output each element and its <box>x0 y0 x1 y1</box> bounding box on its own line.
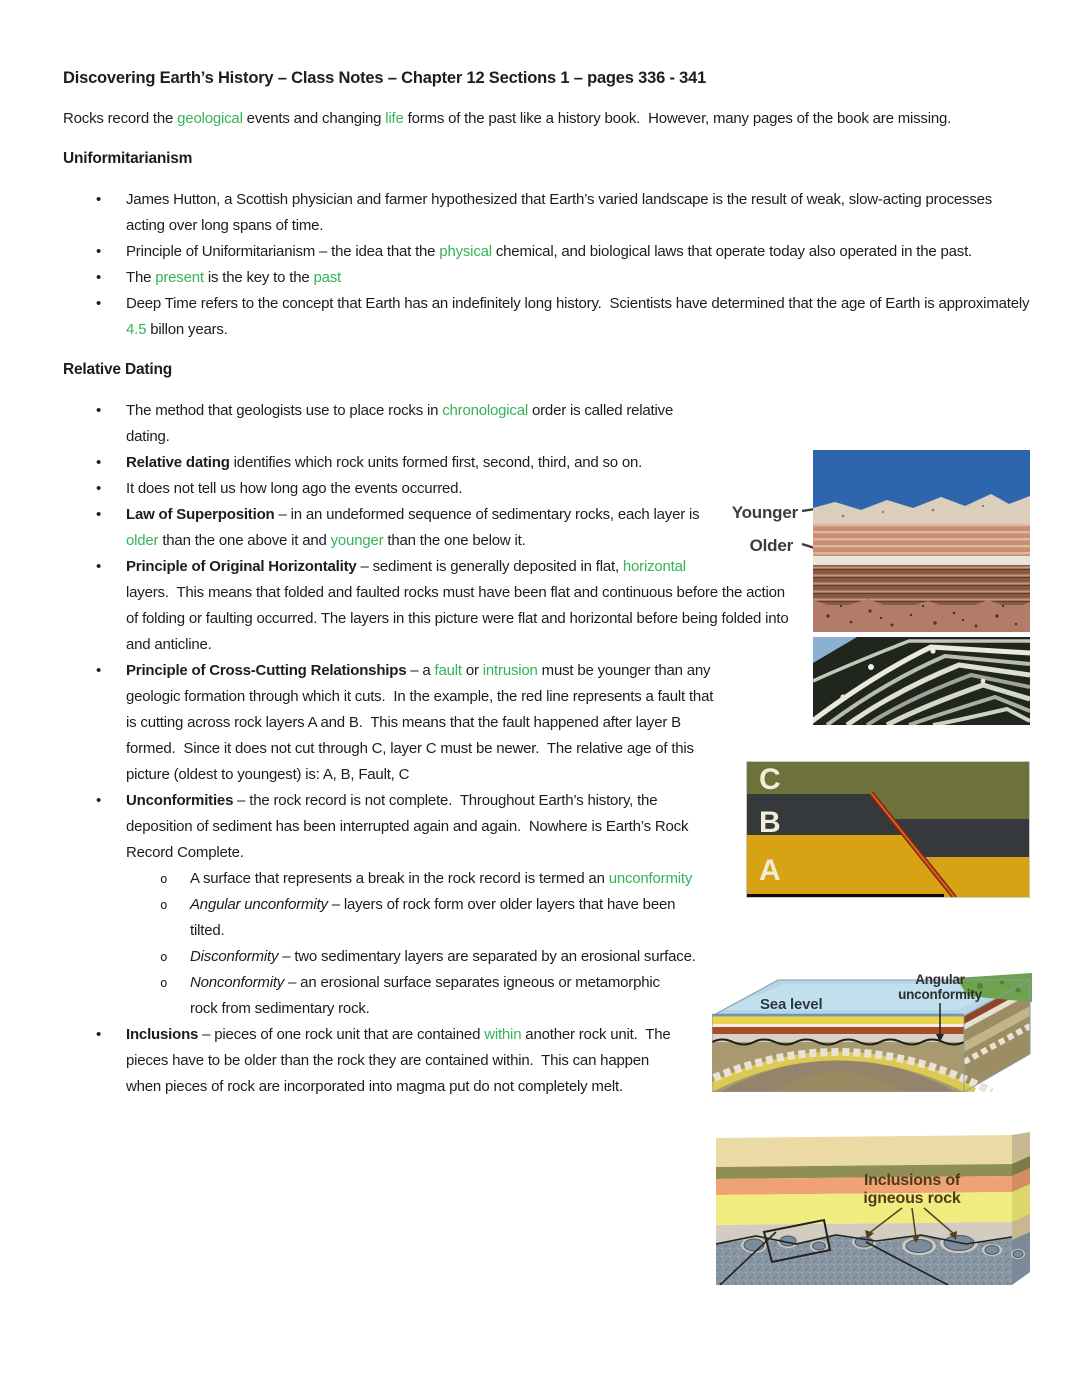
text-segment: horizontal <box>622 558 686 575</box>
text-segment: another rock unit. The pieces have to be older than the rock they are contained within. This can happen when pieces of rock are incorporated into magma put do not completely melt. <box>126 1026 675 1095</box>
text-segment: life <box>385 110 404 127</box>
strata-photo-image <box>700 450 1030 632</box>
text-segment: Principle of Uniformitarianism – the idea that the <box>126 243 440 260</box>
strata-photo-figure <box>700 450 1030 632</box>
inclusions-label-line2: igneous rock <box>863 1190 961 1207</box>
bullet-method <box>63 398 1030 450</box>
text-segment: – layers of rock form over older layers that have been tilted. <box>190 896 680 939</box>
subbullet-angular-unconformity <box>63 892 1030 944</box>
text-segment: younger <box>330 532 384 549</box>
text-segment: Law of Superposition <box>126 506 275 523</box>
text-segment: layers. This means that folded and faulted rocks must have been flat and continuous before the action of folding or faulting occurred. The layers in this picture were flat and horizontal before being folded into and anticline. <box>126 558 793 653</box>
text-segment: physical <box>439 243 492 260</box>
text-segment: intrusion <box>482 662 538 679</box>
inclusions-diagram-image <box>716 1132 1030 1285</box>
text-segment: – in an undeformed sequence of sedimentary rocks, each layer is <box>274 506 704 523</box>
text-segment: The method that geologists use to place rocks in <box>126 402 443 419</box>
text-segment: billon years. <box>146 321 228 338</box>
text-segment: present <box>155 269 204 286</box>
text-segment: within <box>484 1026 522 1043</box>
text-segment: past <box>313 269 342 286</box>
text-segment: It does not tell us how long ago the events occurred. <box>126 480 463 497</box>
text-segment: chemical, and biological laws that operate today also operated in the past. <box>491 243 972 260</box>
angular-unconformity-label-line2: unconformity <box>898 987 982 1002</box>
text-segment: chronological <box>442 402 529 419</box>
angular-unconformity-image <box>712 958 1032 1092</box>
sea-level-label: Sea level <box>760 996 823 1013</box>
page-title: Discovering Earth’s History – Class Notes – Chapter 12 Sections 1 – pages 336 - 341 <box>63 69 707 87</box>
bullet-principle-uniformitarianism <box>63 239 1030 265</box>
bullet-present-key <box>63 265 1030 291</box>
folded-rocks-image <box>813 637 1030 725</box>
text-segment: – sediment is generally deposited in flat, <box>356 558 623 575</box>
text-segment: Deep Time refers to the concept that Earth has an indefinitely long history. Scientists have determined that the age of Earth is approximately <box>126 295 1034 312</box>
inclusions-diagram <box>716 1132 1030 1285</box>
text-segment: James Hutton, a Scottish physician and farmer hypothesized that Earth’s varied landscape is the result of weak, slow-acting processes acting over long spans of time. <box>126 191 997 234</box>
intro-paragraph <box>63 106 1030 132</box>
text-segment: Relative dating <box>126 454 230 471</box>
text-segment: Rocks record the <box>63 110 178 127</box>
text-segment: older <box>126 532 159 549</box>
text-segment: – the rock record is not complete. Throughout Earth’s history, the deposition of sediment has <box>126 792 662 835</box>
text-segment: than the one above it and <box>158 532 331 549</box>
fault-diagram-image <box>746 761 1030 898</box>
text-segment: – two sedimentary layers are separated by an erosional surface. <box>278 948 696 965</box>
text-segment: Disconformity <box>190 948 279 965</box>
text-segment: identifies which rock units formed first, second, third, and so on. <box>229 454 643 471</box>
layer-b-label: B <box>759 806 781 839</box>
text-segment: order is called relative dating. <box>126 402 678 445</box>
canyon-strata-photo <box>813 450 1030 632</box>
text-segment: Nonconformity <box>190 974 285 991</box>
text-segment: Principle of Original Horizontality <box>126 558 357 575</box>
text-segment: Inclusions <box>126 1026 199 1043</box>
fault-diagram <box>746 761 1030 898</box>
text-segment: Unconformities <box>126 792 234 809</box>
uniformitarianism-bullet-list <box>63 187 1034 343</box>
bullet-deep-time <box>63 291 1034 343</box>
text-segment: – pieces of one rock unit that are contained <box>198 1026 485 1043</box>
younger-label: Younger <box>731 503 798 522</box>
text-segment: than the one below it. <box>383 532 526 549</box>
text-segment: – a <box>406 662 435 679</box>
folded-rocks-photo <box>813 637 1030 725</box>
layer-c-label: C <box>759 763 781 796</box>
angular-unconformity-label-line1: Angular <box>915 972 965 987</box>
text-segment: forms of the past like a history book. However, many pages of the book are missing. <box>403 110 952 127</box>
text-segment: geological <box>177 110 243 127</box>
inclusions-label-line1: Inclusions of <box>863 1172 961 1189</box>
text-segment: or <box>461 662 483 679</box>
text-segment: is the key to the <box>203 269 314 286</box>
layer-a-label: A <box>759 854 781 887</box>
text-segment: 4.5 <box>126 321 147 338</box>
angular-unconformity-diagram <box>712 958 1032 1092</box>
text-segment: fault <box>434 662 462 679</box>
text-segment: The <box>126 269 156 286</box>
text-segment: A surface that represents a break in the rock record is termed an <box>190 870 609 887</box>
text-segment: events and changing <box>242 110 386 127</box>
text-segment: Angular unconformity <box>190 896 328 913</box>
section-heading-uniformitarianism: Uniformitarianism <box>63 150 193 167</box>
section-heading-relative-dating: Relative Dating <box>63 361 172 378</box>
text-segment: Principle of Cross-Cutting Relationships <box>126 662 407 679</box>
text-segment: – an erosional surface separates igneous or metamorphic rock from sedimentary rock. <box>190 974 664 1017</box>
text-segment: must be younger than any geologic formation through which it cuts. In the example, the red line represents a fault that is cutting across rock layers A and B. This means that the fault happened after layer B formed. Since it does not cut through C, layer C must be newer. The relative age of this picture (oldest to youngest) is: A, B, Fault, C <box>126 662 718 783</box>
bullet-james-hutton <box>63 187 1030 239</box>
text-segment: unconformity <box>608 870 693 887</box>
older-label: Older <box>749 536 793 555</box>
text-segment: been interrupted again and again. Nowhere is Earth’s Rock Record Complete. <box>126 818 693 861</box>
